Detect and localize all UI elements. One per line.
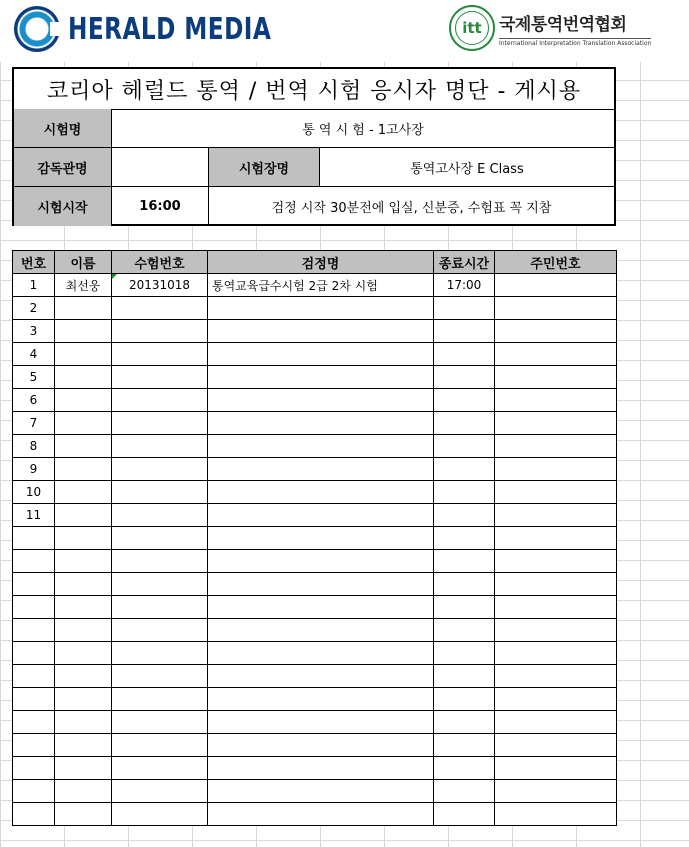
exam-id-cell[interactable]: 20131018 — [112, 274, 208, 297]
end-time-cell[interactable] — [434, 481, 495, 504]
row-number-cell[interactable]: 2 — [13, 297, 55, 320]
exam-title-cell[interactable] — [208, 297, 434, 320]
association-name-ko: 국제통역번역협회 — [499, 14, 627, 35]
col-header-number: 번호 — [13, 251, 55, 274]
col-header-exam-id: 수험번호 — [112, 251, 208, 274]
exam-title-cell[interactable] — [208, 366, 434, 389]
exam-id-cell[interactable] — [112, 504, 208, 527]
exam-info-box — [12, 67, 616, 226]
table-header-row — [13, 251, 617, 274]
table-row — [13, 343, 617, 366]
exam-title-cell[interactable] — [208, 343, 434, 366]
row-number-cell[interactable] — [13, 711, 55, 734]
table-row — [13, 481, 617, 504]
resident-id-cell[interactable] — [495, 435, 617, 458]
venue-value[interactable]: 통역고사장 E Class — [410, 161, 524, 177]
resident-id-cell[interactable] — [495, 343, 617, 366]
end-time-cell[interactable] — [434, 435, 495, 458]
exam-id-cell[interactable] — [112, 642, 208, 665]
end-time-cell[interactable] — [434, 389, 495, 412]
herald-ring-icon — [14, 6, 60, 52]
table-row — [13, 320, 617, 343]
row-number-cell[interactable] — [13, 734, 55, 757]
exam-title-cell[interactable] — [208, 780, 434, 803]
col-header-resident-id: 주민번호 — [495, 251, 617, 274]
end-time-cell[interactable] — [434, 412, 495, 435]
exam-title-cell[interactable] — [208, 527, 434, 550]
row-number-cell[interactable]: 4 — [13, 343, 55, 366]
candidate-name-cell[interactable] — [55, 734, 112, 757]
resident-id-cell[interactable] — [495, 274, 617, 297]
candidate-name-cell[interactable] — [55, 550, 112, 573]
exam-title-cell[interactable] — [208, 596, 434, 619]
venue-label: 시험장명 — [208, 148, 320, 186]
end-time-cell[interactable] — [434, 527, 495, 550]
exam-id-cell[interactable] — [112, 596, 208, 619]
association-name-en: International Interpretation Translation Association — [499, 39, 652, 47]
exam-id-cell[interactable] — [112, 389, 208, 412]
table-row — [13, 504, 617, 527]
resident-id-cell[interactable] — [495, 757, 617, 780]
table-row — [13, 619, 617, 642]
col-header-name: 이름 — [55, 251, 112, 274]
candidate-name-cell[interactable] — [55, 366, 112, 389]
resident-id-cell[interactable] — [495, 458, 617, 481]
candidate-table — [12, 250, 617, 826]
row-number-cell[interactable] — [13, 573, 55, 596]
resident-id-cell[interactable] — [495, 481, 617, 504]
end-time-cell[interactable] — [434, 711, 495, 734]
exam-name-row — [14, 109, 614, 148]
table-row — [13, 757, 617, 780]
table-row — [13, 366, 617, 389]
end-time-cell[interactable] — [434, 665, 495, 688]
table-row — [13, 734, 617, 757]
exam-id-cell[interactable] — [112, 619, 208, 642]
row-number-cell[interactable]: 10 — [13, 481, 55, 504]
candidate-name-cell[interactable] — [55, 458, 112, 481]
row-number-cell[interactable]: 8 — [13, 435, 55, 458]
row-number-cell[interactable] — [13, 527, 55, 550]
candidate-name-cell[interactable] — [55, 780, 112, 803]
table-row — [13, 435, 617, 458]
exam-title-cell[interactable] — [208, 665, 434, 688]
exam-id-cell[interactable] — [112, 780, 208, 803]
candidate-name-cell[interactable] — [55, 665, 112, 688]
resident-id-cell[interactable] — [495, 596, 617, 619]
exam-id-cell[interactable] — [112, 688, 208, 711]
row-number-cell[interactable]: 6 — [13, 389, 55, 412]
start-label: 시험시작 — [14, 187, 112, 226]
candidate-name-cell[interactable] — [55, 297, 112, 320]
end-time-cell[interactable] — [434, 596, 495, 619]
candidate-name-cell[interactable] — [55, 504, 112, 527]
exam-id-cell[interactable] — [112, 527, 208, 550]
exam-id-cell[interactable] — [112, 711, 208, 734]
exam-name-label: 시험명 — [14, 109, 112, 147]
row-number-cell[interactable] — [13, 665, 55, 688]
resident-id-cell[interactable] — [495, 412, 617, 435]
candidate-name-cell[interactable] — [55, 619, 112, 642]
row-number-cell[interactable] — [13, 619, 55, 642]
exam-title-cell[interactable] — [208, 711, 434, 734]
end-time-cell[interactable] — [434, 320, 495, 343]
candidate-name-cell[interactable] — [55, 803, 112, 826]
exam-title-cell[interactable] — [208, 412, 434, 435]
exam-name-value[interactable]: 통 역 시 험 - 1고사장 — [302, 122, 424, 138]
col-header-end-time: 종료시간 — [434, 251, 495, 274]
row-number-cell[interactable] — [13, 780, 55, 803]
end-time-cell[interactable] — [434, 688, 495, 711]
candidate-name-cell[interactable] — [55, 320, 112, 343]
table-row — [13, 458, 617, 481]
table-row — [13, 573, 617, 596]
candidate-name-cell[interactable] — [55, 343, 112, 366]
resident-id-cell[interactable] — [495, 297, 617, 320]
resident-id-cell[interactable] — [495, 803, 617, 826]
col-header-exam-title: 검정명 — [208, 251, 434, 274]
table-row — [13, 274, 617, 297]
candidate-name-cell[interactable] — [55, 711, 112, 734]
table-row — [13, 550, 617, 573]
end-time-cell[interactable] — [434, 504, 495, 527]
exam-id-cell[interactable] — [112, 481, 208, 504]
row-number-cell[interactable]: 7 — [13, 412, 55, 435]
exam-id-cell[interactable] — [112, 366, 208, 389]
end-time-cell[interactable] — [434, 297, 495, 320]
herald-logo-text: HERALD MEDIA — [68, 11, 272, 47]
candidate-name-cell[interactable] — [55, 642, 112, 665]
row-number-cell[interactable] — [13, 757, 55, 780]
row-number-cell[interactable] — [13, 596, 55, 619]
exam-id-cell[interactable] — [112, 734, 208, 757]
exam-id-cell[interactable] — [112, 757, 208, 780]
exam-title-cell[interactable] — [208, 619, 434, 642]
itt-seal-icon — [449, 5, 495, 51]
candidate-name-cell[interactable] — [55, 596, 112, 619]
supervisor-label: 감독관명 — [14, 148, 112, 186]
itt-association-logo — [449, 5, 651, 51]
page-header — [0, 0, 689, 62]
candidate-name-cell[interactable]: 최선웅 — [55, 274, 112, 297]
exam-title-cell[interactable] — [208, 550, 434, 573]
exam-title-cell[interactable] — [208, 435, 434, 458]
row-number-cell[interactable]: 9 — [13, 458, 55, 481]
row-number-cell[interactable]: 3 — [13, 320, 55, 343]
exam-id-cell[interactable] — [112, 320, 208, 343]
end-time-cell[interactable] — [434, 550, 495, 573]
exam-title-cell[interactable] — [208, 481, 434, 504]
candidate-name-cell[interactable] — [55, 688, 112, 711]
exam-id-cell[interactable] — [112, 803, 208, 826]
end-time-cell[interactable] — [434, 780, 495, 803]
table-row — [13, 297, 617, 320]
candidate-name-cell[interactable] — [55, 573, 112, 596]
end-time-cell[interactable] — [434, 734, 495, 757]
resident-id-cell[interactable] — [495, 550, 617, 573]
row-number-cell[interactable] — [13, 550, 55, 573]
table-row — [13, 412, 617, 435]
candidate-rows — [13, 274, 617, 826]
exam-title-cell[interactable] — [208, 803, 434, 826]
resident-id-cell[interactable] — [495, 734, 617, 757]
candidate-name-cell[interactable] — [55, 757, 112, 780]
candidate-name-cell[interactable] — [55, 481, 112, 504]
resident-id-cell[interactable] — [495, 619, 617, 642]
resident-id-cell[interactable] — [495, 527, 617, 550]
row-number-cell[interactable] — [13, 688, 55, 711]
table-row — [13, 688, 617, 711]
exam-notice: 검정 시작 30분전에 입실, 신분증, 수험표 꼭 지참 — [208, 187, 614, 226]
exam-title-cell[interactable]: 통역교육급수시험 2급 2차 시험 — [208, 274, 434, 297]
exam-title-cell[interactable] — [208, 320, 434, 343]
table-row — [13, 527, 617, 550]
exam-title-cell[interactable] — [208, 458, 434, 481]
row-number-cell[interactable] — [13, 803, 55, 826]
resident-id-cell[interactable] — [495, 320, 617, 343]
exam-id-cell[interactable] — [112, 550, 208, 573]
exam-id-cell[interactable] — [112, 297, 208, 320]
row-number-cell[interactable]: 1 — [13, 274, 55, 297]
resident-id-cell[interactable] — [495, 366, 617, 389]
table-row — [13, 596, 617, 619]
resident-id-cell[interactable] — [495, 504, 617, 527]
table-row — [13, 803, 617, 826]
candidate-name-cell[interactable] — [55, 412, 112, 435]
exam-id-cell[interactable] — [112, 343, 208, 366]
exam-title-cell[interactable] — [208, 642, 434, 665]
table-row — [13, 780, 617, 803]
end-time-cell[interactable] — [434, 458, 495, 481]
end-time-cell[interactable] — [434, 619, 495, 642]
end-time-cell[interactable] — [434, 642, 495, 665]
row-number-cell[interactable]: 5 — [13, 366, 55, 389]
resident-id-cell[interactable] — [495, 642, 617, 665]
row-number-cell[interactable] — [13, 642, 55, 665]
start-row — [14, 187, 614, 226]
resident-id-cell[interactable] — [495, 711, 617, 734]
resident-id-cell[interactable] — [495, 780, 617, 803]
herald-media-logo — [14, 6, 304, 52]
end-time-cell[interactable] — [434, 573, 495, 596]
row-number-cell[interactable]: 11 — [13, 504, 55, 527]
resident-id-cell[interactable] — [495, 688, 617, 711]
candidate-name-cell[interactable] — [55, 527, 112, 550]
exam-title-cell[interactable] — [208, 688, 434, 711]
supervisor-value[interactable] — [112, 148, 208, 186]
end-time-cell[interactable]: 17:00 — [434, 274, 495, 297]
end-time-cell[interactable] — [434, 343, 495, 366]
supervisor-row — [14, 148, 614, 187]
exam-title-cell[interactable] — [208, 757, 434, 780]
exam-title-cell[interactable] — [208, 734, 434, 757]
exam-title-cell[interactable] — [208, 504, 434, 527]
exam-id-cell[interactable] — [112, 573, 208, 596]
end-time-cell[interactable] — [434, 757, 495, 780]
table-row — [13, 711, 617, 734]
exam-title-cell[interactable] — [208, 573, 434, 596]
resident-id-cell[interactable] — [495, 389, 617, 412]
exam-id-cell[interactable] — [112, 458, 208, 481]
table-row — [13, 389, 617, 412]
page-title: 코리아 헤럴드 통역 / 번역 시험 응시자 명단 - 게시용 — [14, 69, 614, 110]
exam-title-cell[interactable] — [208, 389, 434, 412]
seal-mark: itt — [462, 19, 482, 37]
candidate-name-cell[interactable] — [55, 389, 112, 412]
candidate-name-cell[interactable] — [55, 435, 112, 458]
exam-id-cell[interactable] — [112, 435, 208, 458]
table-row — [13, 642, 617, 665]
end-time-cell[interactable] — [434, 803, 495, 826]
table-row — [13, 665, 617, 688]
end-time-cell[interactable] — [434, 366, 495, 389]
start-time-value[interactable]: 16:00 — [139, 199, 181, 214]
resident-id-cell[interactable] — [495, 573, 617, 596]
exam-id-cell[interactable] — [112, 665, 208, 688]
resident-id-cell[interactable] — [495, 665, 617, 688]
exam-id-cell[interactable] — [112, 412, 208, 435]
